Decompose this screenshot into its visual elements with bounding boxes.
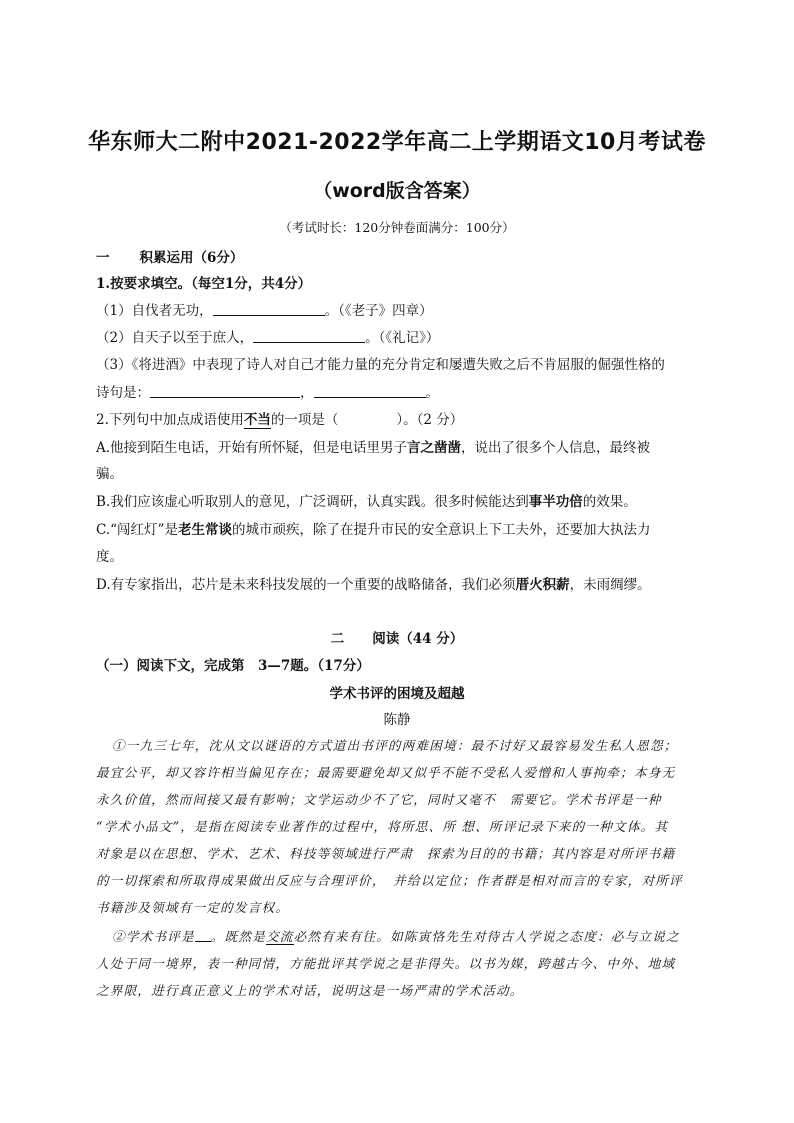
- q2-option-c-line1: C.“闯红灯”是老生常谈的城市顽疾，除了在提升市民的安全意识上下工夫外，还要加大执法力: [96, 522, 651, 538]
- paragraph-1-line: 对象是以在思想、学术、艺术、科技等领域进行严肃 探索为目的的书籍；其内容是对所评书籍: [96, 846, 676, 861]
- paragraph-1-line: 永久价值，然而间接又最有影响；文学运动少不了它，同时又毫不 需要它。学术书评是一种: [96, 792, 662, 807]
- answer-blank[interactable]: [150, 383, 300, 398]
- section2-number: 二: [330, 631, 345, 647]
- q1-title: 1.按要求填空。（每空1分，共4分）: [96, 276, 312, 292]
- q1-item3-line1: （3）《将进酒》中表现了诗人对自己才能力量的充分肯定和屡遭失败之后不肯屈服的倔强性格的: [96, 357, 665, 373]
- paragraph-1-line: 书籍涉及领域有一定的发言权。: [96, 900, 290, 915]
- q1-item2: （2）自天子以至于庶人， 。（《礼记》）: [96, 330, 440, 346]
- q2-stem: 2.下列句中加点成语使用不当的一项是（ ）。（2 分）: [96, 412, 464, 428]
- section1-title: 积累运用（6分）: [139, 250, 244, 266]
- paragraph-1-line: “学术小品文”，是指在阅读专业著作的过程中，将所思、所 想、所评记录下来的一种文体。其: [96, 819, 669, 834]
- answer-blank[interactable]: [213, 301, 325, 316]
- paragraph-1-line: 最宜公平，却又容许相当偏见存在；最需要避免却又似乎不能不受私人爱憎和人事拘牵；本身无: [96, 765, 676, 780]
- q2-option-c-line2: 度。: [96, 549, 123, 565]
- paragraph-2-line1: ②学术书评是 。既然是交流必然有来有往。如陈寅恪先生对待古人学说之态度：必与立说之: [112, 929, 680, 944]
- paragraph-1-line: 的一切探索和所取得成果做出反应与合理评价， 并给以定位；作者群是相对而言的专家，对所评: [96, 873, 683, 888]
- article-author: 陈静: [383, 712, 411, 728]
- section2-heading: [0, 627, 794, 647]
- q2-option-d: D.有专家指出，芯片是未来科技发展的一个重要的战略储备，我们必须厝火积薪，未雨绸缪。: [96, 577, 651, 593]
- section1-heading: [96, 246, 243, 266]
- answer-blank[interactable]: [314, 383, 426, 398]
- article-title: 学术书评的困境及超越: [329, 686, 465, 702]
- paragraph-2-line: 之界限，进行真正意义上的学术对话，说明这是一场严肃的学术活动。: [96, 983, 524, 998]
- q2-option-a-line1: A.他接到陌生电话，开始有所怀疑，但是电话里男子言之凿凿，说出了很多个人信息，最终被: [96, 440, 651, 456]
- paragraph-1-line: ①一九三七年，沈从文以谜语的方式道出书评的两难困境：最不讨好又最容易发生私人恩怨；: [112, 738, 678, 753]
- exam-subtitle: （word版含答案）: [313, 180, 481, 202]
- exam-title: 华东师大二附中2021-2022学年高二上学期语文10月考试卷: [88, 130, 706, 155]
- q1-item3-line2: 诗句是： ， 。: [96, 385, 439, 401]
- q1-item1: （1）自伐者无功， 。（《老子》四章）: [96, 303, 433, 319]
- paragraph-2-line: 人处于同一境界，表一种同情，方能批评其学说之是非得失。以书为媒，跨越古今、中外、地域: [96, 956, 676, 971]
- q2-option-b: B.我们应该虚心听取别人的意见，广泛调研，认真实践。很多时候能达到事半功倍的效果。: [96, 494, 637, 510]
- answer-blank[interactable]: [195, 929, 211, 942]
- exam-info: （考试时长：120分钟卷面满分：100分）: [279, 220, 515, 235]
- section2-title: 阅读（44 分）: [372, 631, 464, 647]
- section1-number: 一: [96, 250, 110, 266]
- reading-sub-heading: （一）阅读下文，完成第 3—7题。（17分）: [96, 658, 370, 674]
- q2-option-a-line2: 骗。: [96, 466, 123, 482]
- answer-blank[interactable]: [253, 328, 365, 343]
